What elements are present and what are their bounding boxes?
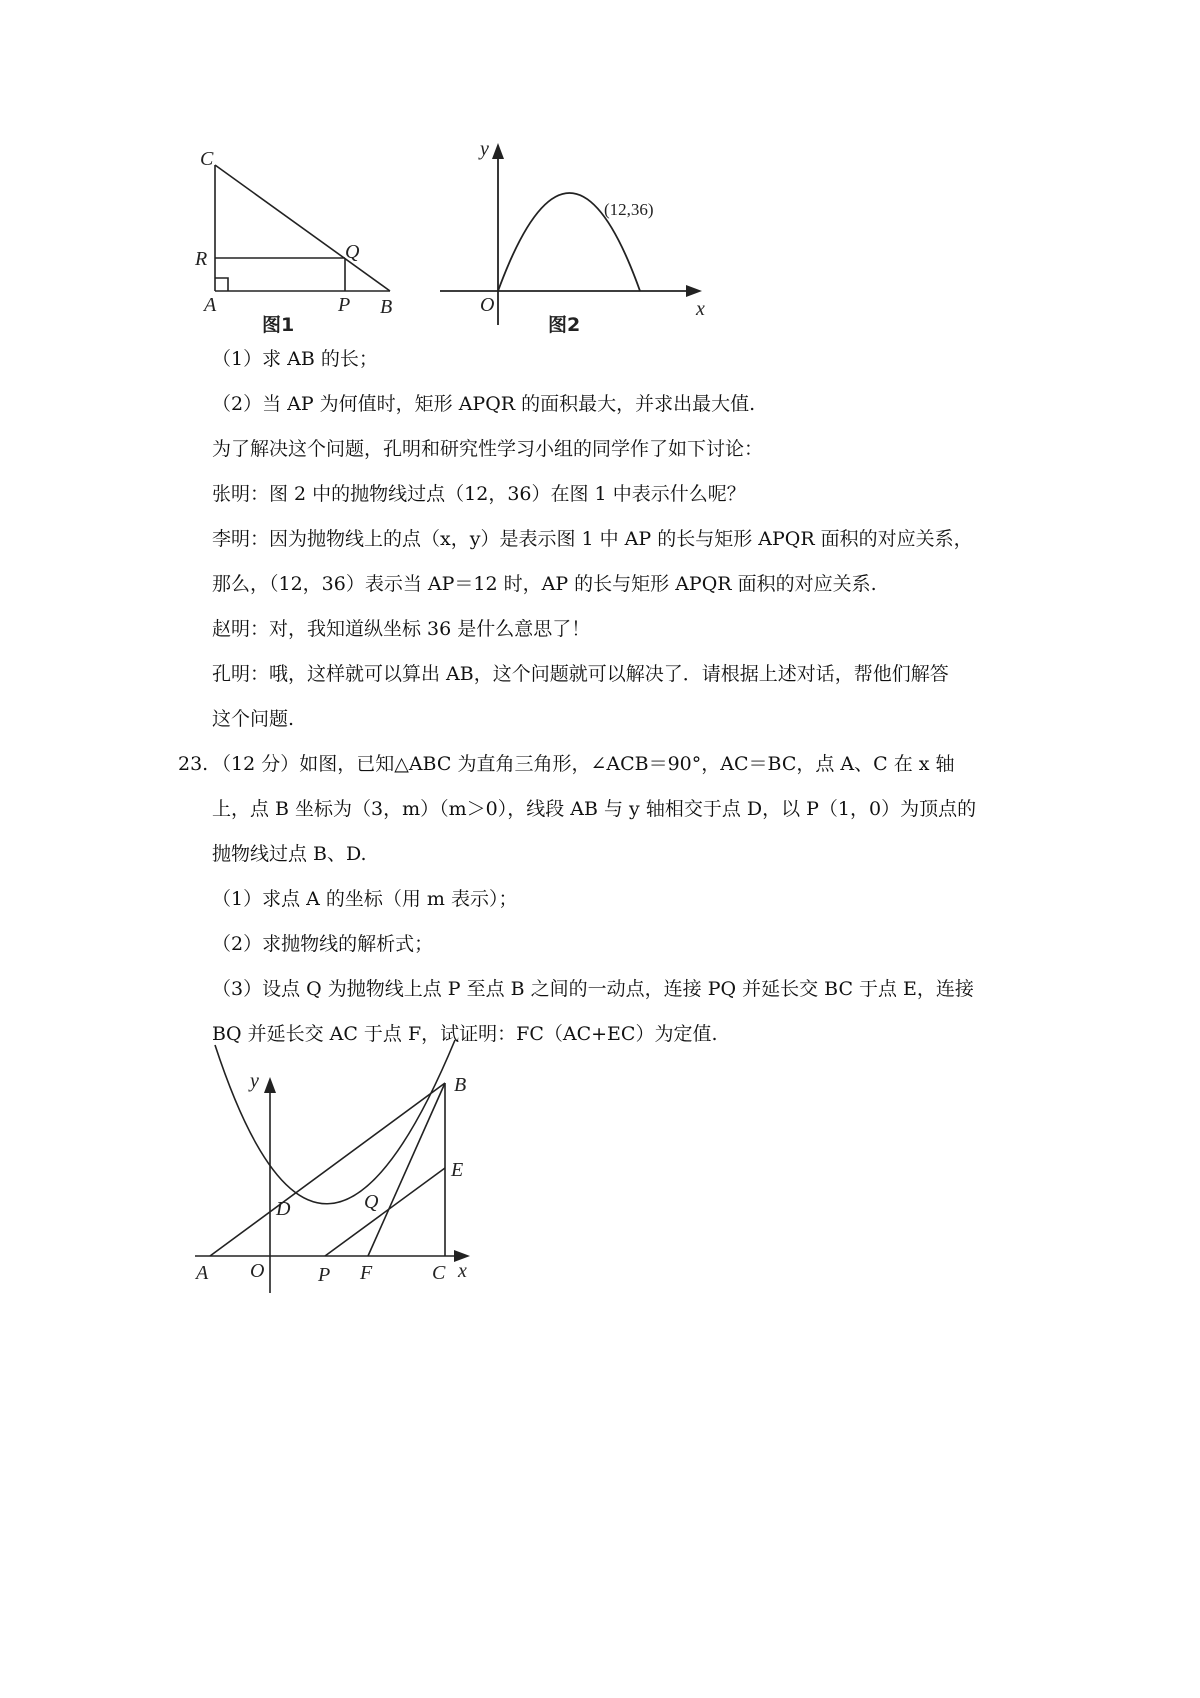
label-d: D xyxy=(276,1198,291,1220)
axis-x-label: x xyxy=(458,1260,467,1282)
label-q: Q xyxy=(345,241,360,263)
p23-line-7: BQ 并延长交 AC 于点 F，试证明：FC（AC+EC）为定值. xyxy=(212,1023,718,1045)
p22-line-6: 那么，（12，36）表示当 AP＝12 时，AP 的长与矩形 APQR 面积的对应关系. xyxy=(212,573,877,595)
label-a: A xyxy=(196,1262,209,1284)
label-c: C xyxy=(200,148,214,170)
p22-line-2: （2）当 AP 为何值时，矩形 APQR 的面积最大，并求出最大值. xyxy=(212,393,756,415)
p23-number: 23. xyxy=(178,753,209,775)
p23-line-4: （1）求点 A 的坐标（用 m 表示）； xyxy=(212,888,518,910)
axis-y-label: y xyxy=(480,138,489,160)
origin-label: O xyxy=(480,294,495,316)
label-c: C xyxy=(432,1262,446,1284)
p23-line-6: （3）设点 Q 为抛物线上点 P 至点 B 之间的一动点，连接 PQ 并延长交 BC 于点 E，连接 xyxy=(212,978,974,1000)
p23-line-2: 上，点 B 坐标为（3，m）（m＞0），线段 AB 与 y 轴相交于点 D，以 P（1，0）为顶点的 xyxy=(212,798,977,820)
label-b: B xyxy=(380,296,393,318)
label-p: P xyxy=(318,1264,331,1286)
figure-2-caption: 图2 xyxy=(548,314,581,336)
axis-y-label: y xyxy=(250,1070,259,1092)
p23-line-5: （2）求抛物线的解析式； xyxy=(212,933,434,955)
figure-1-caption: 图1 xyxy=(262,314,295,336)
p22-line-4: 张明：图 2 中的抛物线过点（12，36）在图 1 中表示什么呢？ xyxy=(212,483,746,505)
label-q: Q xyxy=(364,1191,379,1213)
label-r: R xyxy=(195,248,208,270)
label-p: P xyxy=(338,294,351,316)
p23-line-3: 抛物线过点 B、D. xyxy=(212,843,367,865)
figure-2-graph xyxy=(440,135,730,360)
figure-3-geometry xyxy=(190,1035,490,1305)
p22-line-1: （1）求 AB 的长； xyxy=(212,348,378,370)
label-a: A xyxy=(204,294,217,316)
label-e: E xyxy=(451,1159,464,1181)
p22-line-5: 李明：因为抛物线上的点（x，y）是表示图 1 中 AP 的长与矩形 APQR 面积的对应关系， xyxy=(212,528,973,550)
label-o: O xyxy=(250,1260,265,1282)
p22-line-7: 赵明：对，我知道纵坐标 36 是什么意思了！ xyxy=(212,618,591,640)
axis-x-label: x xyxy=(696,298,705,320)
label-f: F xyxy=(360,1262,373,1284)
p23-line-1: （12 分）如图，已知△ABC 为直角三角形，∠ACB＝90°，AC＝BC，点 A、C 在 x 轴 xyxy=(212,753,955,775)
p22-line-3: 为了解决这个问题，孔明和研究性学习小组的同学作了如下讨论： xyxy=(212,438,764,460)
point-label: (12,36) xyxy=(604,200,654,219)
p22-line-9: 这个问题. xyxy=(212,708,295,730)
label-b: B xyxy=(454,1074,467,1096)
figure-1-triangle xyxy=(195,145,420,355)
p22-line-8: 孔明：哦，这样就可以算出 AB，这个问题就可以解决了．请根据上述对话，帮他们解答 xyxy=(212,663,949,685)
